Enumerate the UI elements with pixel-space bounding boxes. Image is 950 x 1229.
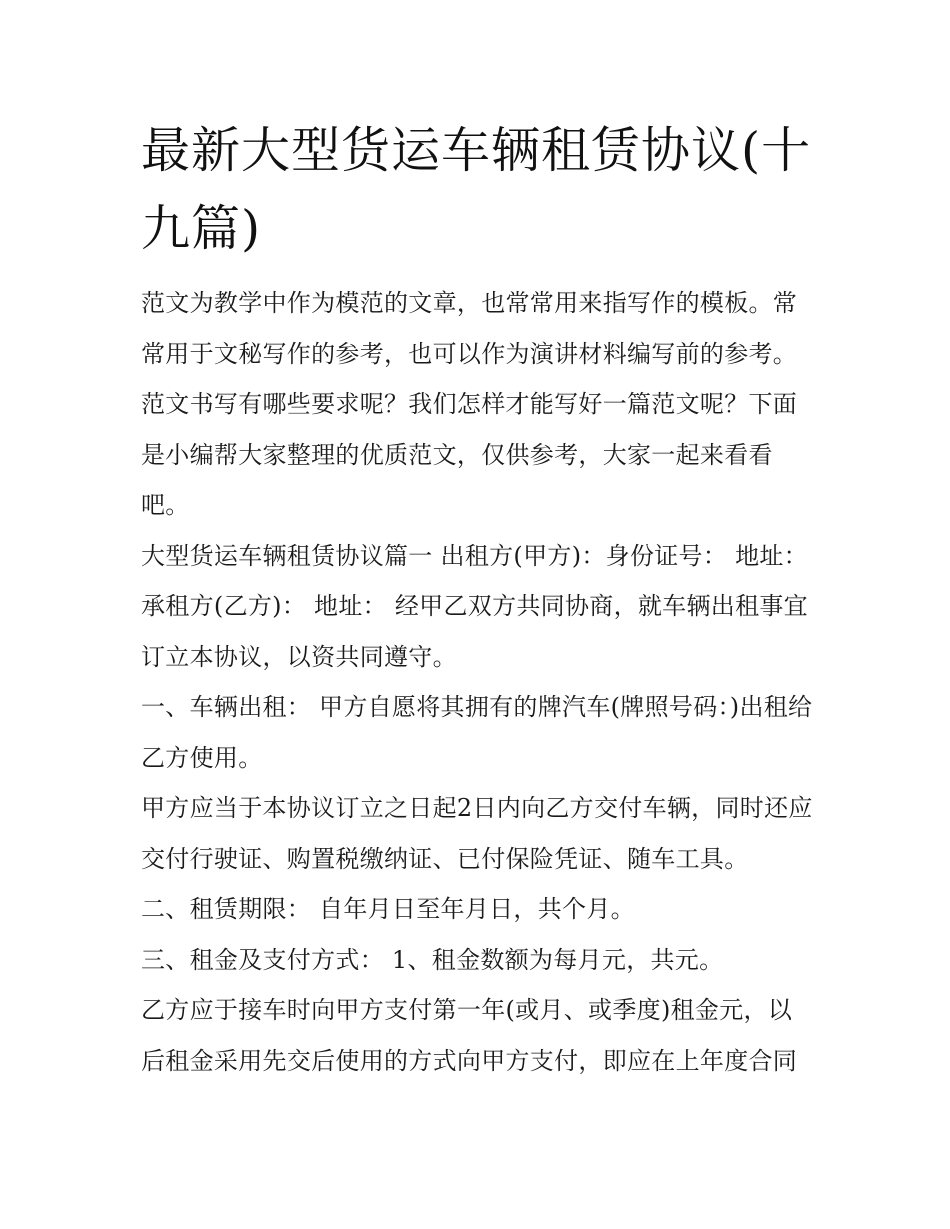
paragraph-clause-3: 三、租金及支付方式： 1、租金数额为每月元，共元。 (141, 945, 724, 974)
paragraph-parties: 大型货运车辆租赁协议篇一 出租方(甲方)：身份证号： 地址： 承租方(乙方)： 地址： 经甲乙双方共同协商，就车辆出租事宜订立本协议，以资共同遵守。 (141, 541, 808, 671)
document-page (141, 112, 813, 1086)
document-body (141, 278, 813, 1086)
paragraph-delivery: 甲方应当于本协议订立之日起2日内向乙方交付车辆，同时还应交付行驶证、购置税缴纳证、已付保险凭证、随车工具。 (141, 794, 813, 873)
document-title: 最新大型货运车辆租赁协议(十九篇) (141, 122, 812, 257)
paragraph-intro: 范文为教学中作为模范的文章，也常常用来指写作的模板。常常用于文秘写作的参考，也可以作为演讲材料编写前的参考。范文书写有哪些要求呢？我们怎样才能写好一篇范文呢？下面是小编帮大家整理的优质范文，仅供参考，大家一起来看看吧。 (141, 289, 798, 519)
paragraph-payment: 乙方应于接车时向甲方支付第一年(或月、或季度)租金元，以后租金采用先交后使用的方式向甲方支付，即应在上年度合同 (141, 996, 798, 1075)
paragraph-clause-1: 一、车辆出租： 甲方自愿将其拥有的牌汽车(牌照号码：)出租给乙方使用。 (141, 693, 813, 772)
paragraph-clause-2: 二、租赁期限： 自年月日至年月日，共个月。 (141, 895, 635, 923)
